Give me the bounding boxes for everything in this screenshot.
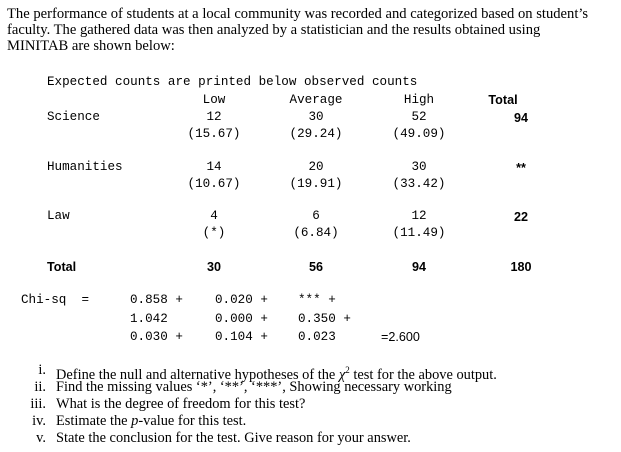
total-average: 56 — [308, 260, 324, 274]
chisq-term-6: 0.350 + — [298, 312, 351, 326]
question-text: Find the missing values ‘*’, ‘**’, ‘***’, Showing necessary working — [56, 379, 452, 395]
caption: Expected counts are printed below observed counts — [47, 75, 418, 89]
humanities-high-expected: (33.42) — [392, 177, 446, 191]
question-number: ii. — [34, 379, 46, 395]
chisq-term-3: *** + — [298, 293, 336, 307]
column-header-average: Average — [289, 93, 343, 107]
humanities-low-expected: (10.67) — [187, 177, 241, 191]
law-total: 22 — [513, 210, 529, 224]
chisq-term-2: 0.020 + — [215, 293, 268, 307]
row-label-humanities: Humanities — [47, 160, 123, 174]
humanities-average-expected: (19.91) — [289, 177, 343, 191]
chi-symbol: χ — [338, 366, 346, 383]
question-text: State the conclusion for the test. Give reason for your answer. — [56, 430, 411, 446]
problem-statement — [7, 6, 617, 54]
row-label-science: Science — [47, 110, 100, 124]
science-total: 94 — [513, 111, 529, 125]
chisq-term-7: 0.030 + — [130, 330, 183, 344]
law-average-observed: 6 — [312, 209, 320, 223]
row-label-law: Law — [47, 209, 70, 223]
question-number: i. — [38, 362, 46, 378]
chisq-term-5: 0.000 + — [215, 312, 268, 326]
question-text — [56, 413, 246, 431]
humanities-average-observed: 20 — [308, 160, 324, 174]
column-header-total: Total — [488, 93, 518, 107]
intro-line-3: MINITAB are shown below: — [7, 38, 175, 54]
science-high-observed: 52 — [411, 110, 427, 124]
total-low: 30 — [206, 260, 222, 274]
chisq-label: Chi-sq = — [21, 293, 90, 307]
law-high-expected: (11.49) — [392, 226, 446, 240]
question-text-part: Estimate the — [56, 413, 132, 429]
science-high-expected: (49.09) — [392, 127, 446, 141]
intro-line-2: faculty. The gathered data was then analyzed by a statistician and the results obtained using — [7, 22, 541, 38]
total-high: 94 — [411, 260, 427, 274]
science-low-expected: (15.67) — [187, 127, 241, 141]
humanities-low-observed: 14 — [206, 160, 222, 174]
law-low-expected: (*) — [202, 226, 226, 240]
question-number: v. — [36, 430, 46, 446]
question-text-part: -value for this test. — [138, 413, 247, 429]
question-text: What is the degree of freedom for this test? — [56, 396, 306, 412]
p-symbol: p — [131, 413, 139, 429]
science-average-observed: 30 — [308, 110, 324, 124]
chisq-term-4: 1.042 — [130, 312, 168, 326]
question-number: iv. — [32, 413, 46, 429]
chisq-term-8: 0.104 + — [215, 330, 268, 344]
chisq-result: =2.600 — [381, 330, 420, 344]
total-row-label: Total — [47, 260, 77, 274]
chisq-term-1: 0.858 + — [130, 293, 183, 307]
law-low-observed: 4 — [210, 209, 218, 223]
humanities-high-observed: 30 — [411, 160, 427, 174]
law-high-observed: 12 — [411, 209, 427, 223]
chisq-term-9: 0.023 — [298, 330, 336, 344]
column-header-high: High — [403, 93, 435, 107]
grand-total: 180 — [510, 260, 532, 274]
superscript: 2 — [345, 365, 350, 375]
science-average-expected: (29.24) — [289, 127, 343, 141]
science-low-observed: 12 — [206, 110, 222, 124]
question-number: iii. — [30, 396, 46, 412]
intro-line-1: The performance of students at a local community was recorded and categorized based on student’s — [7, 6, 589, 22]
humanities-total: ** — [516, 161, 526, 175]
question-text-part: Define the null and alternative hypotheses of the — [56, 366, 339, 383]
question-text-part: test for the above output. — [349, 366, 497, 383]
column-header-low: Low — [202, 93, 226, 107]
law-average-expected: (6.84) — [293, 226, 339, 240]
